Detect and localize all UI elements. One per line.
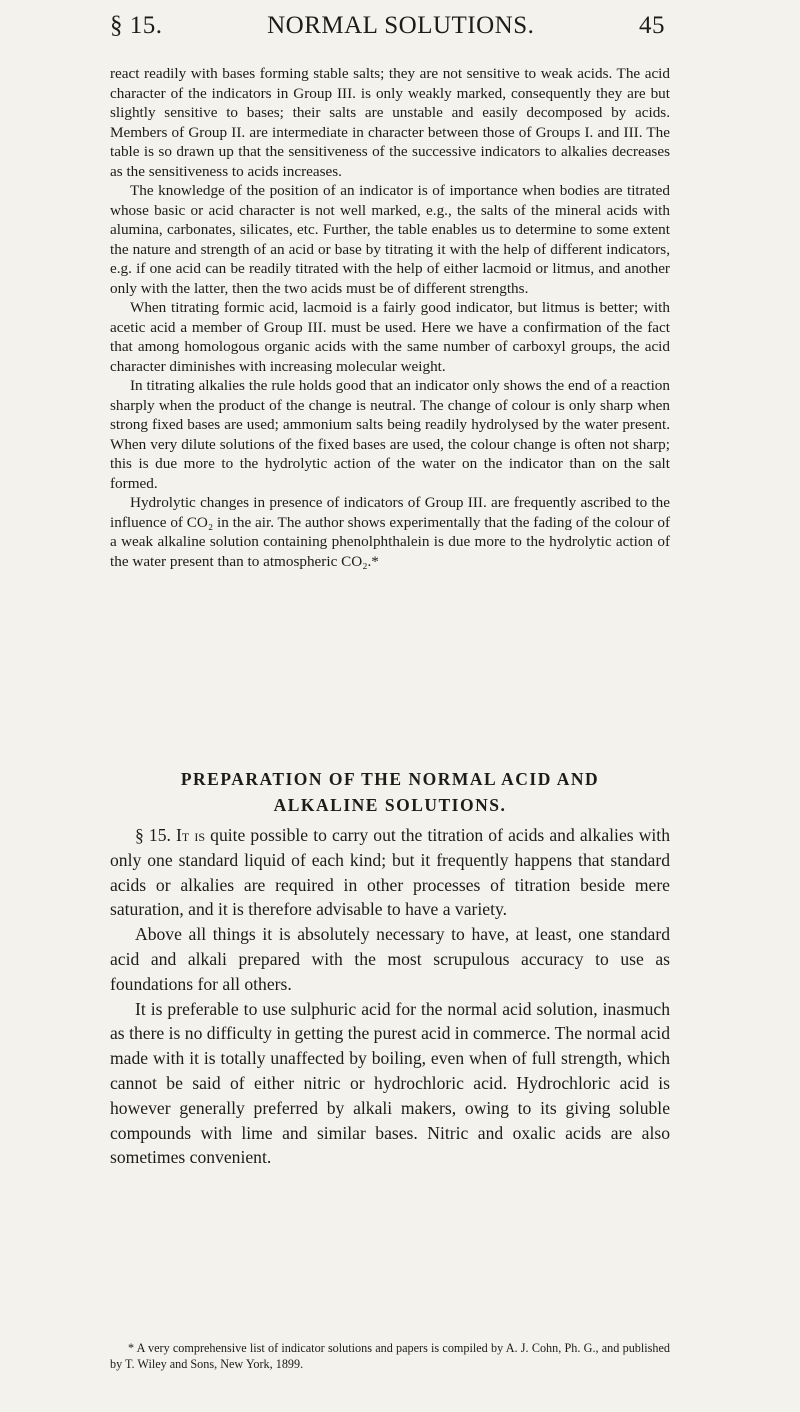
- page-number: 45: [639, 12, 665, 39]
- running-header: [110, 12, 665, 40]
- continued-text: [110, 64, 670, 571]
- section-heading: [110, 766, 670, 818]
- paragraph: [110, 823, 670, 922]
- paragraph-text: quite possible to carry out the titration of acids and alkalies with only one standard liquid of each kind; but it frequently happens that standard acids or alkalies are required in other processes of titration beside mere saturation, and it is therefore advisable to have a variety.: [110, 825, 670, 920]
- paragraph: The knowledge of the position of an indicator is of importance when bodies are titrated whose basic or acid character is not well marked, e.g., the salts of the mineral acids with alumina, carbonates, silicates, etc. Further, the table enables us to determine to some extent the nature and strength of an acid or base by titrating it with the help of different indicators, e.g. if one acid can be readily titrated with the help of either lacmoid or litmus, and another only with the latter, then the two acids must be of different strengths.: [110, 182, 670, 297]
- header-title: NORMAL SOLUTIONS.: [267, 12, 535, 39]
- header-section-number: § 15.: [110, 12, 163, 39]
- footnote: * A very comprehensive list of indicator solutions and papers is compiled by A. J. Cohn, Ph. G., and published by T. Wiley and Sons, New York, 1899.: [110, 1341, 670, 1371]
- paragraph: Hydrolytic changes in presence of indicators of Group III. are frequently ascribed to the influence of CO₂ in the air. The author shows experimentally that the fading of the colour of a weak alkaline solution containing phenolphthalein is due more to the hydrolytic action of the water present than to atmospheric CO₂.*: [110, 494, 670, 570]
- section-heading-line: PREPARATION OF THE NORMAL ACID AND: [180, 769, 600, 789]
- paragraph: Above all things it is absolutely necessary to have, at least, one standard acid and alkali prepared with the most scrupulous accuracy to use as foundations for all others.: [110, 924, 670, 994]
- paragraph: It is preferable to use sulphuric acid for the normal acid solution, inasmuch as there is no difficulty in getting the purest acid in commerce. The normal acid made with it is totally unaffected by boiling, even when of full strength, which cannot be said of either nitric or hydrochloric acid. Hydrochloric acid is however generally preferred by alkali makers, owing to its giving soluble compounds with lime and similar bases. Nitric and oxalic acids are also sometimes convenient.: [110, 998, 670, 1168]
- section-text: [110, 823, 670, 1170]
- paragraph: When titrating formic acid, lacmoid is a fairly good indicator, but litmus is better; with acetic acid a member of Group III. must be used. Here we have a confirmation of the fact that among homologous organic acids with the same number of carboxyl groups, the acid character diminishes with increasing molecular weight.: [110, 299, 670, 375]
- section-number: § 15.: [135, 825, 171, 845]
- section-lead: It is: [176, 825, 206, 845]
- paragraph: react readily with bases forming stable salts; they are not sensitive to weak acids. The acid character of the indicators in Group III. is only weakly marked, consequently they are but slightly sensitive to bases; their salts are unstable and easily decomposed by acids. Members of Group II. are intermediate in character between those of Groups I. and III. The table is so drawn up that the sensitiveness of the successive indicators to alkalies decreases as the sensitiveness to acids increases.: [110, 65, 670, 180]
- section-heading-line: ALKALINE SOLUTIONS.: [273, 795, 507, 815]
- paragraph: In titrating alkalies the rule holds good that an indicator only shows the end of a reaction sharply when the product of the change is neutral. The change of colour is only sharp when strong fixed bases are used; ammonium salts being readily hydrolysed by the water present. When very dilute solutions of the fixed bases are used, the colour change is often not sharp; this is due more to the hydrolytic action of the water on the indicator than on the salt formed.: [110, 377, 670, 492]
